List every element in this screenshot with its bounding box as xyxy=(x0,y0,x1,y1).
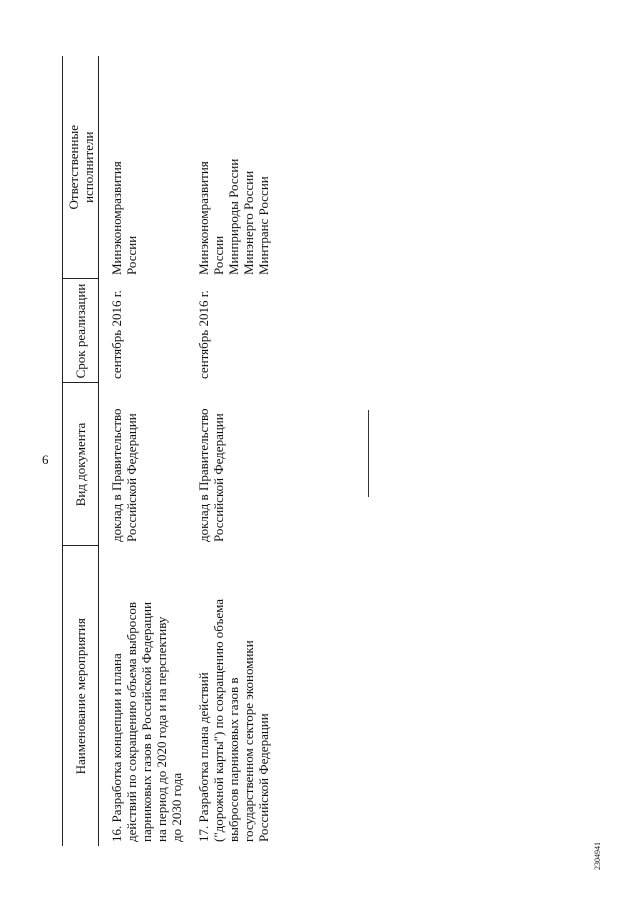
table-row xyxy=(99,56,185,846)
table-row xyxy=(184,56,271,846)
responsible-cell: Минэкономразвития России Минприроды России Минэнерго России Минтранс России xyxy=(196,158,271,275)
header-deadline: Срок реализации xyxy=(63,279,99,383)
header-measure-name: Наименование мероприятия xyxy=(63,546,99,846)
doc-type-cell: доклад в Правительство Российской Федерации xyxy=(109,408,139,542)
header-document-type: Вид документа xyxy=(63,383,99,546)
measure-cell: 16. Разработка концепции и плана действий по сокращению объема выбросов парниковых газов в Российской Федерации на период до 2020 года и на перспективу до 2030 года xyxy=(109,601,184,842)
measure-cell: 17. Разработка плана действий ("дорожной карты") по сокращению объема выбросов парниковых газов в государственном секторе экономики Российской Федерации xyxy=(196,598,271,842)
header-responsible: Ответственные исполнители xyxy=(63,56,99,279)
measures-table xyxy=(62,56,271,846)
deadline-cell: сентябрь 2016 г. xyxy=(109,290,124,379)
table-header-row xyxy=(63,56,99,846)
responsible-cell: Минэкономразвития России xyxy=(109,161,139,275)
page-number: 6 xyxy=(42,452,49,467)
doc-type-cell: доклад в Правительство Российской Федерации xyxy=(196,408,226,542)
document-id: 2304941 xyxy=(593,842,602,870)
end-separator-line xyxy=(368,410,369,497)
deadline-cell: сентябрь 2016 г. xyxy=(196,290,211,379)
